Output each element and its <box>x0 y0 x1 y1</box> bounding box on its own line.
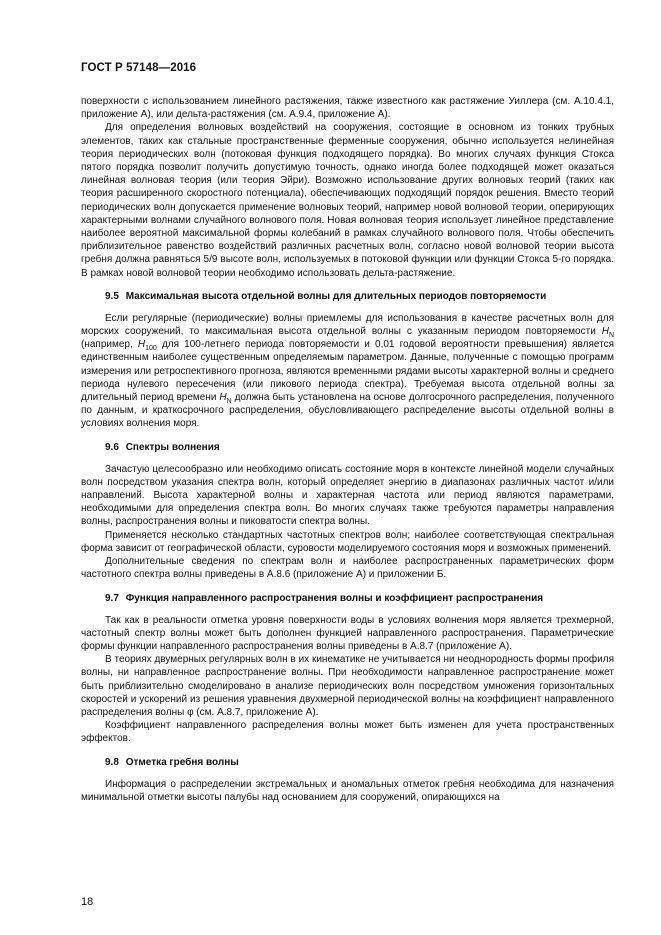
section-title: Спектры волнения <box>125 441 220 453</box>
section-9-6-paragraph-3: Дополнительные сведения по спектрам волн и наиболее распространенных параметрических форм частотного спектра волны приведены в А.8.6 (приложение А) и приложении Б. <box>81 556 614 581</box>
section-9-5-paragraph: Если регулярные (периодические) волны приемлемы для использования в качестве расчетных волн для морских сооружений, то максимальная высота отдельной волны с указанным периодом повторяемости $H_N$ (например, $H_{100}$ для 100-летнего периода повторяемости и 0,01 годовой вероятности превышения) является единственным наиболее существенным определяемым параметром. Данные, полученные с помощью программ измерения или ретроспективного прогноза, являются временными рядами высоты характерной волны и среднего периода нулевого пересечения (или пикового периода спектра). Требуемая высота отдельной волны за длительный период времени $H_N$ должна быть установлена на основе долгосрочного распределения, полученного по данным, и краткосрочного распределения, обусловливающего распределение высоты отдельной волны в условиях волнения моря. <box>81 312 614 430</box>
section-9-8-heading <box>81 756 614 769</box>
section-number: 9.6 <box>105 441 119 453</box>
section-number: 9.5 <box>105 290 119 302</box>
section-9-8-paragraph-1: Информация о распределении экстремальных и аномальных отметок гребня необходима для назначения минимальной отметки высоты палубы над основанием для сооружений, опирающихся на <box>81 778 614 803</box>
section-title: Отметка гребня волны <box>125 756 239 768</box>
section-title: Функция направленного распространения волны и коэффициент распространения <box>125 592 544 604</box>
section-9-7-heading <box>81 592 614 605</box>
intro-paragraph-2: Для определения волновых воздействий на сооружения, состоящие в основном из тонких трубных элементов, таких как стальные пространственные ферменные сооружения, обычно используется нелинейная теория периодических волн (потоковая функция подходящего порядка). Во многих случаях функция Стокса пятого порядка позволит получить допустимую точность, однако иногда более подходящей может оказаться линейная волновая теория (или теория Эйри). Возможно использование других волновых теорий (таких как теория расширенного скоростного потенциала), обеспечивающих подходящий порядок решения. Вместо теорий периодических волн допускается применение волновых теорий, например новой волновой теории, оперирующих характерными волнами случайного волнового поля. Новая волновая теория использует линейное представление наиболее вероятной максимальной формы колебаний в рамках случайного волнового поля. Чтобы обеспечить приблизительное равенство воздействий различных расчетных волн, согласно новой волновой теории высота гребня должна равняться 5/9 высоте волн, используемых в потоковой функции или функции Стокса 5-го порядка. В рамках новой волновой теории необходимо использовать дельта-растяжение. <box>81 122 614 279</box>
section-title: Максимальная высота отдельной волны для длительных периодов повторяемости <box>125 290 547 302</box>
section-9-7-paragraph-2: В теориях двумерных регулярных волн в их кинематике не учитывается ни неоднородность формы профиля волны, ни направленное распространение волны. При необходимости направленное распространение может быть приблизительно смоделировано в анализе периодических волн посредством умножения горизонтальных скоростей и ускорений из решения уравнения двухмерной периодической волны на коэффициент направленного распределения волны φ (см. А.8.7, приложение А). <box>81 654 614 718</box>
section-9-7-paragraph-1: Так как в реальности отметка уровня поверхности воды в условиях волнения моря является трехмерной, частотный спектр волны может быть дополнен функцией направленного распространения. Параметрические формы функции направленного распространения волны приведены в А.8.7 (приложение А). <box>81 614 614 652</box>
section-9-6-paragraph-2: Применяется несколько стандартных частотных спектров волн; наиболее соответствующая спектральная форма зависит от географической области, суровости моделируемого состояния моря и возможных применений. <box>81 529 614 554</box>
section-number: 9.7 <box>105 592 119 604</box>
section-number: 9.8 <box>105 756 119 768</box>
intro-paragraph-1: поверхности с использованием линейного растяжения, также известного как растяжение Уиллера (см. А.10.4.1, приложение А), или дельта-растяжения (см. А.9.4, приложение А). <box>81 96 614 121</box>
page-number: 18 <box>81 896 94 908</box>
section-9-6-paragraph-1: Зачастую целесообразно или необходимо описать состояние моря в контексте линейной модели случайных волн посредством указания спектра волн, который определяет энергию в диапазонах различных частот и/или направлений. Высота характерной волны и характерная частота или период являются параметрами, необходимыми для определения спектра волн. Во многих случаях также требуются параметры направления волны, распространения волны и пиковатости спектра волны. <box>81 463 614 528</box>
section-9-7-paragraph-3: Коэффициент направленного распределения волны может быть изменен для учета пространственных эффектов. <box>81 720 614 745</box>
document-body <box>81 95 614 804</box>
section-9-5-heading <box>81 290 614 303</box>
standard-number: ГОСТ Р 57148—2016 <box>81 62 197 74</box>
section-9-6-heading <box>81 441 614 454</box>
